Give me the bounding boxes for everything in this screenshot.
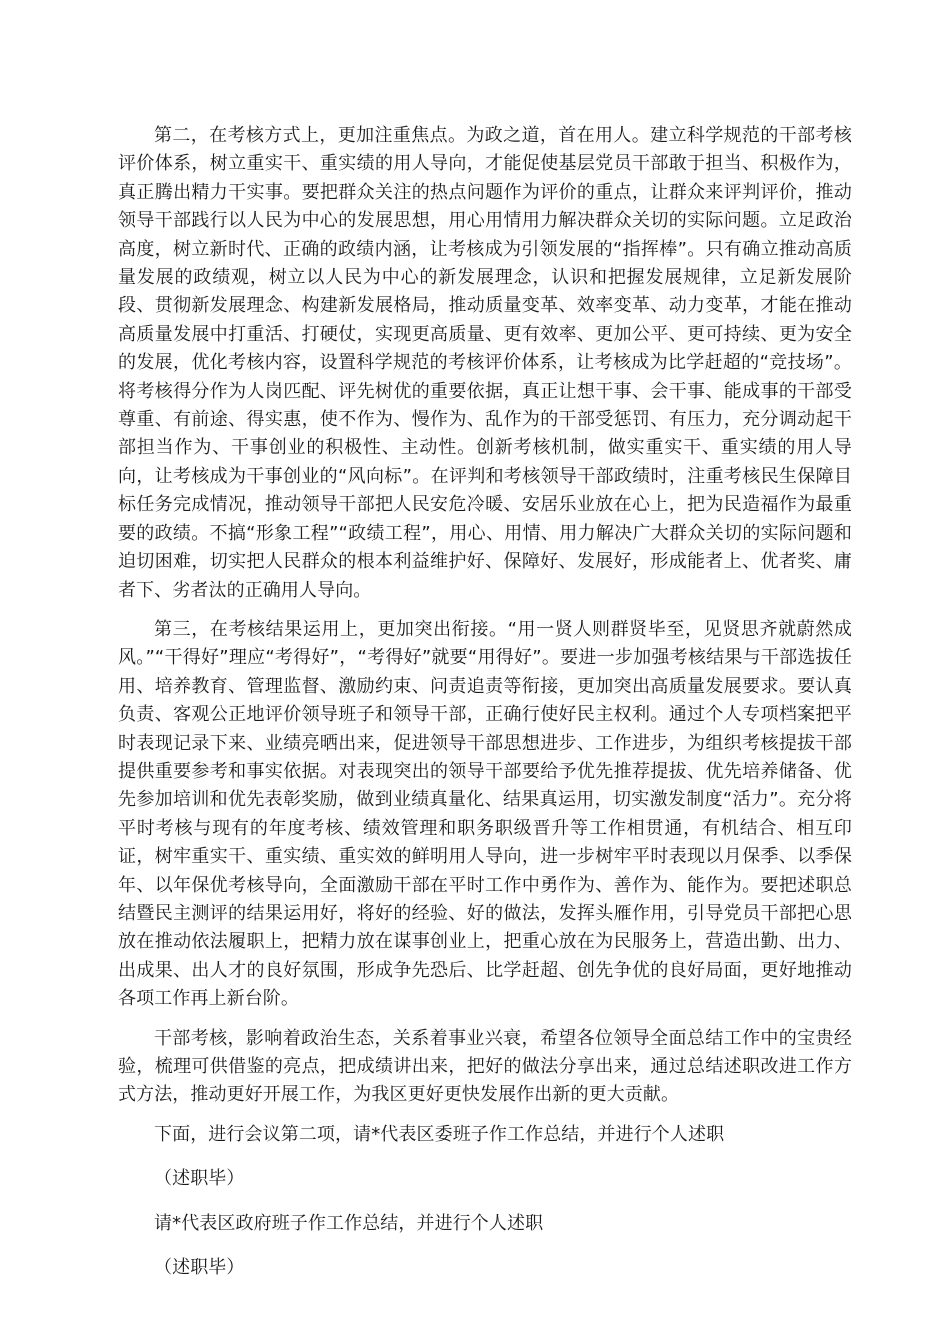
document-page — [118, 122, 852, 1298]
paragraph-report-finished-2: （述职毕） — [154, 1257, 245, 1279]
paragraph-government-report: 请*代表区政府班子作工作总结，并进行个人述职 — [154, 1212, 544, 1234]
paragraph-assessment-results: 第三，在考核结果运用上，更加突出衔接。“用一贤人则群贤毕至，见贤思齐就蔚然成风。”“干得好”理应“考得好”，“考得好”就要“用得好”。要进一步加强考核结果与干部选拔任用、培养教育、管理监督、激励约束、问责追责等衔接，更加突出高质量发展要求。要认真负责、客观公正地评价领导班子和领导干部，正确行使好民主权利。通过个人专项档案把平时表现记录下来、业绩亮晒出来，促进领导干部思想进步、工作进步，为组织考核提拔干部提供重要参考和事实依据。对表现突出的领导干部要给予优先推荐提拔、优先培养储备、优先参加培训和优先表彰奖励，做到业绩真量化、结果真运用，切实激发制度“活力”。充分将平时考核与现有的年度考核、绩效管理和职务职级晋升等工作相贯通，有机结合、相互印证，树牢重实干、重实绩、重实效的鲜明用人导向，进一步树牢平时表现以月保季、以季保年、以年保优考核导向，全面激励干部在平时工作中勇作为、善作为、能作为。要把述职总结暨民主测评的结果运用好，将好的经验、好的做法，发挥头雁作用，引导党员干部把心思放在推动依法履职上，把精力放在谋事创业上，把重心放在为民服务上，营造出勤、出力、出成果、出人才的良好氛围，形成争先恐后、比学赶超、创先争优的良好局面，更好地推动各项工作再上新台阶。 — [118, 618, 852, 1010]
paragraph-agenda-item-two: 下面，进行会议第二项，请*代表区委班子作工作总结，并进行个人述职 — [154, 1123, 725, 1145]
paragraph-cadre-assessment: 干部考核，影响着政治生态，关系着事业兴衰，希望各位领导全面总结工作中的宝贵经验，梳理可供借鉴的亮点，把成绩讲出来，把好的做法分享出来，通过总结述职改进工作方式方法，推动更好开展工作，为我区更好更快发展作出新的更大贡献。 — [118, 1027, 852, 1106]
paragraph-report-finished-1: （述职毕） — [154, 1168, 245, 1190]
paragraph-assessment-method: 第二，在考核方式上，更加注重焦点。为政之道，首在用人。建立科学规范的干部考核评价体系，树立重实干、重实绩的用人导向，才能促使基层党员干部敢于担当、积极作为，真正腾出精力干实事。要把群众关注的热点问题作为评价的重点，让群众来评判评价，推动领导干部践行以人民为中心的发展思想，用心用情用力解决群众关切的实际问题。立足政治高度，树立新时代、正确的政绩内涵，让考核成为引领发展的“指挥棒”。只有确立推动高质量发展的政绩观，树立以人民为中心的新发展理念，认识和把握发展规律，立足新发展阶段、贯彻新发展理念、构建新发展格局，推动质量变革、效率变革、动力变革，才能在推动高质量发展中打重活、打硬仗，实现更高质量、更有效率、更加公平、更可持续、更为安全的发展，优化考核内容，设置科学规范的考核评价体系，让考核成为比学赶超的“竞技场”。将考核得分作为人岗匹配、评先树优的重要依据，真正让想干事、会干事、能成事的干部受尊重、有前途、得实惠，使不作为、慢作为、乱作为的干部受惩罚、有压力，充分调动起干部担当作为、干事创业的积极性、主动性。创新考核机制，做实重实干、重实绩的用人导向，让考核成为干事创业的“风向标”。在评判和考核领导干部政绩时，注重考核民生保障目标任务完成情况，推动领导干部把人民安危冷暖、安居乐业放在心上，把为民造福作为最重要的政绩。不搞“形象工程”“政绩工程”，用心、用情、用力解决广大群众关切的实际问题和迫切困难，切实把人民群众的根本利益维护好、保障好、发展好，形成能者上、优者奖、庸者下、劣者汰的正确用人导向。 — [118, 125, 852, 601]
